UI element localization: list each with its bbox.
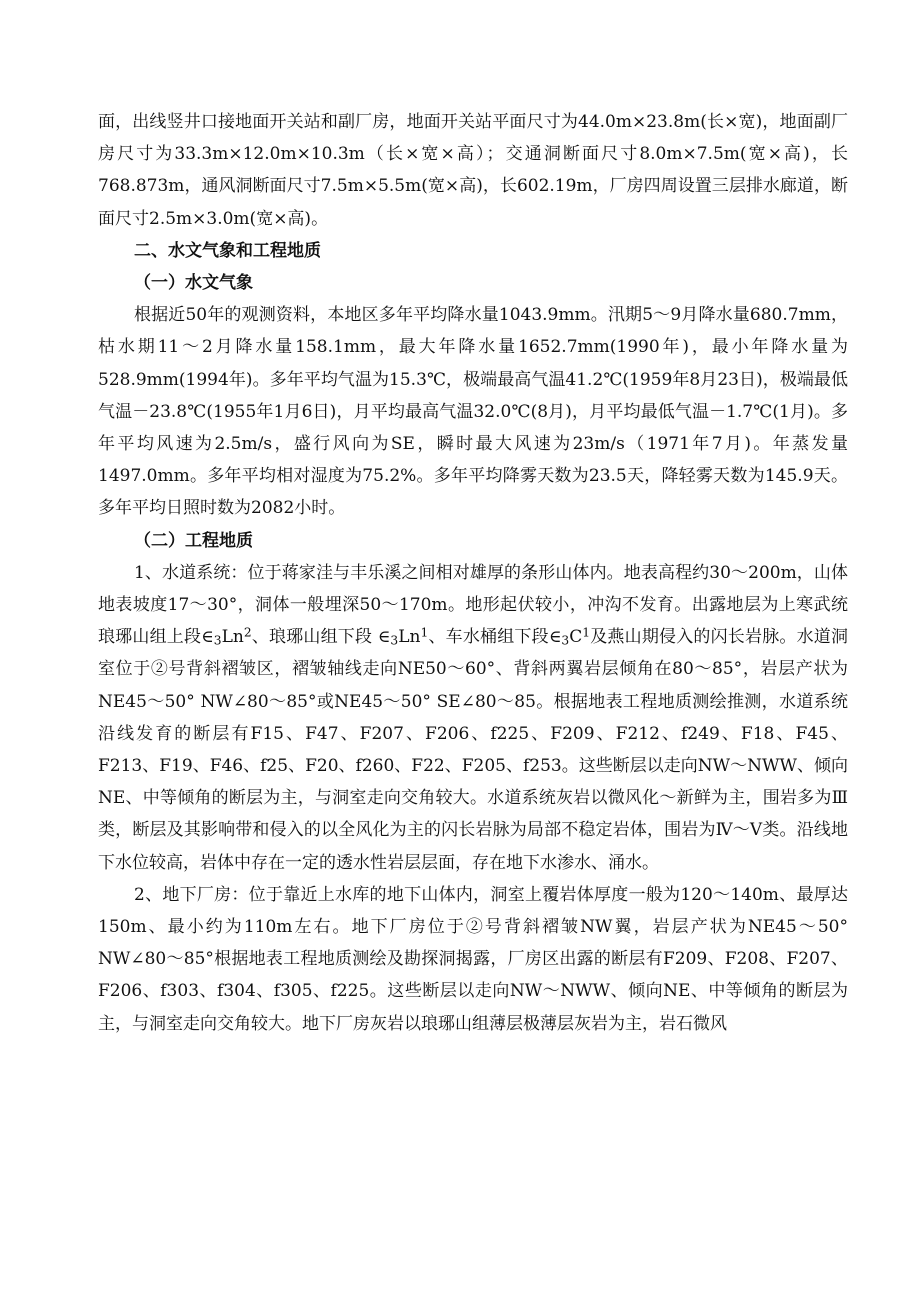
text-run: 及燕山期侵入的闪长岩脉。水道洞室位于②号背斜褶皱区，褶皱轴线走向NE50～60°、背斜两翼岩层倾角在80～85°，岩层产状为NE45～50° NW∠80～85°或NE45～50° SE∠80～85。根据地表工程地质测绘推测，水道系统沿线发育的断层有F15、F47、F207、F206、f225、F209、F212、f249、F18、F45、F213、F19、F46、f25、F20、f260、F22、F205、f253。这些断层以走向NW～NWW、倾向NE、中等倾角的断层为主，与洞室走向交角较大。水道系统灰岩以微风化～新鲜为主，围岩多为Ⅲ类，断层及其影响带和侵入的以全风化为主的闪长岩脉为局部不稳定岩体，围岩为Ⅳ～Ⅴ类。沿线地下水位较高，岩体中存在一定的透水性岩层层面，存在地下水渗水、涌水。 xyxy=(98,627,848,873)
subsection-heading-hydrology: （一）水文气象 xyxy=(134,273,253,294)
paragraph-waterway-system xyxy=(98,557,848,879)
subscript: 3 xyxy=(390,633,399,648)
paragraph-hydrology: 根据近50年的观测资料，本地区多年平均降水量1043.9mm。汛期5～9月降水量680.7mm，枯水期11～2月降水量158.1mm，最大年降水量1652.7mm(1990年)，最小年降水量为528.9mm(1994年)。多年平均气温为15.3℃，极端最高气温41.2℃(1959年8月23日)，极端最低气温－23.8℃(1955年1月6日)，月平均最高气温32.0℃(8月)，月平均最低气温－1.7℃(1月)。多年平均风速为2.5m/s，盛行风向为SE，瞬时最大风速为23m/s（1971年7月)。年蒸发量 1497.0mm。多年平均相对湿度为75.2%。多年平均降雾天数为23.5天，降轻雾天数为145.9天。多年平均日照时数为2082小时。 xyxy=(98,305,848,519)
subscript: 3 xyxy=(213,633,222,648)
text-run: 、琅琊山组下段 ∈ xyxy=(251,627,391,648)
text-run: Ln xyxy=(221,627,244,648)
subscript: 3 xyxy=(561,633,570,648)
section-heading-hydrology-geology: 二、水文气象和工程地质 xyxy=(134,240,321,261)
text-run: C xyxy=(569,627,583,648)
text-run: 、车水桶组下段∈ xyxy=(428,627,562,648)
paragraph-underground-powerhouse: 2、地下厂房：位于靠近上水库的地下山体内，洞室上覆岩体厚度一般为120～140m、最厚达150m、最小约为110m左右。地下厂房位于②号背斜褶皱NW翼，岩层产状为NE45～50° NW∠80～85°根据地表工程地质测绘及勘探洞揭露，厂房区出露的断层有F209、F208、F207、F206、f303、f304、f305、f225。这些断层以走向NW～NWW、倾向NE、中等倾角的断层为主，与洞室走向交角较大。地下厂房灰岩以琅琊山组薄层极薄层灰岩为主，岩石微风 xyxy=(98,884,848,1034)
text-run: Ln xyxy=(398,627,421,648)
text-run: 1、水道系统：位于蒋家洼与丰乐溪之间相对雄厚的条形山体内。地表高程约30～200m，山体地表坡度17～30°，洞体一般埋深50～170m。地形起伏较小，冲沟不发育。出露地层为上寒武统琅琊山组上段∈ xyxy=(98,562,848,648)
superscript: 1 xyxy=(582,625,591,640)
superscript: 2 xyxy=(243,625,252,640)
subsection-heading-geology: （二）工程地质 xyxy=(134,530,253,551)
superscript: 1 xyxy=(420,625,429,640)
paragraph-intro: 面，出线竖井口接地面开关站和副厂房，地面开关站平面尺寸为44.0m×23.8m(长×宽)，地面副厂房尺寸为33.3m×12.0m×10.3m（长×宽×高）；交通洞断面尺寸8.0m×7.5m(宽×高)，长768.873m，通风洞断面尺寸7.5m×5.5m(宽×高)，长602.19m，厂房四周设置三层排水廊道，断面尺寸2.5m×3.0m(宽×高)。 xyxy=(98,112,848,229)
